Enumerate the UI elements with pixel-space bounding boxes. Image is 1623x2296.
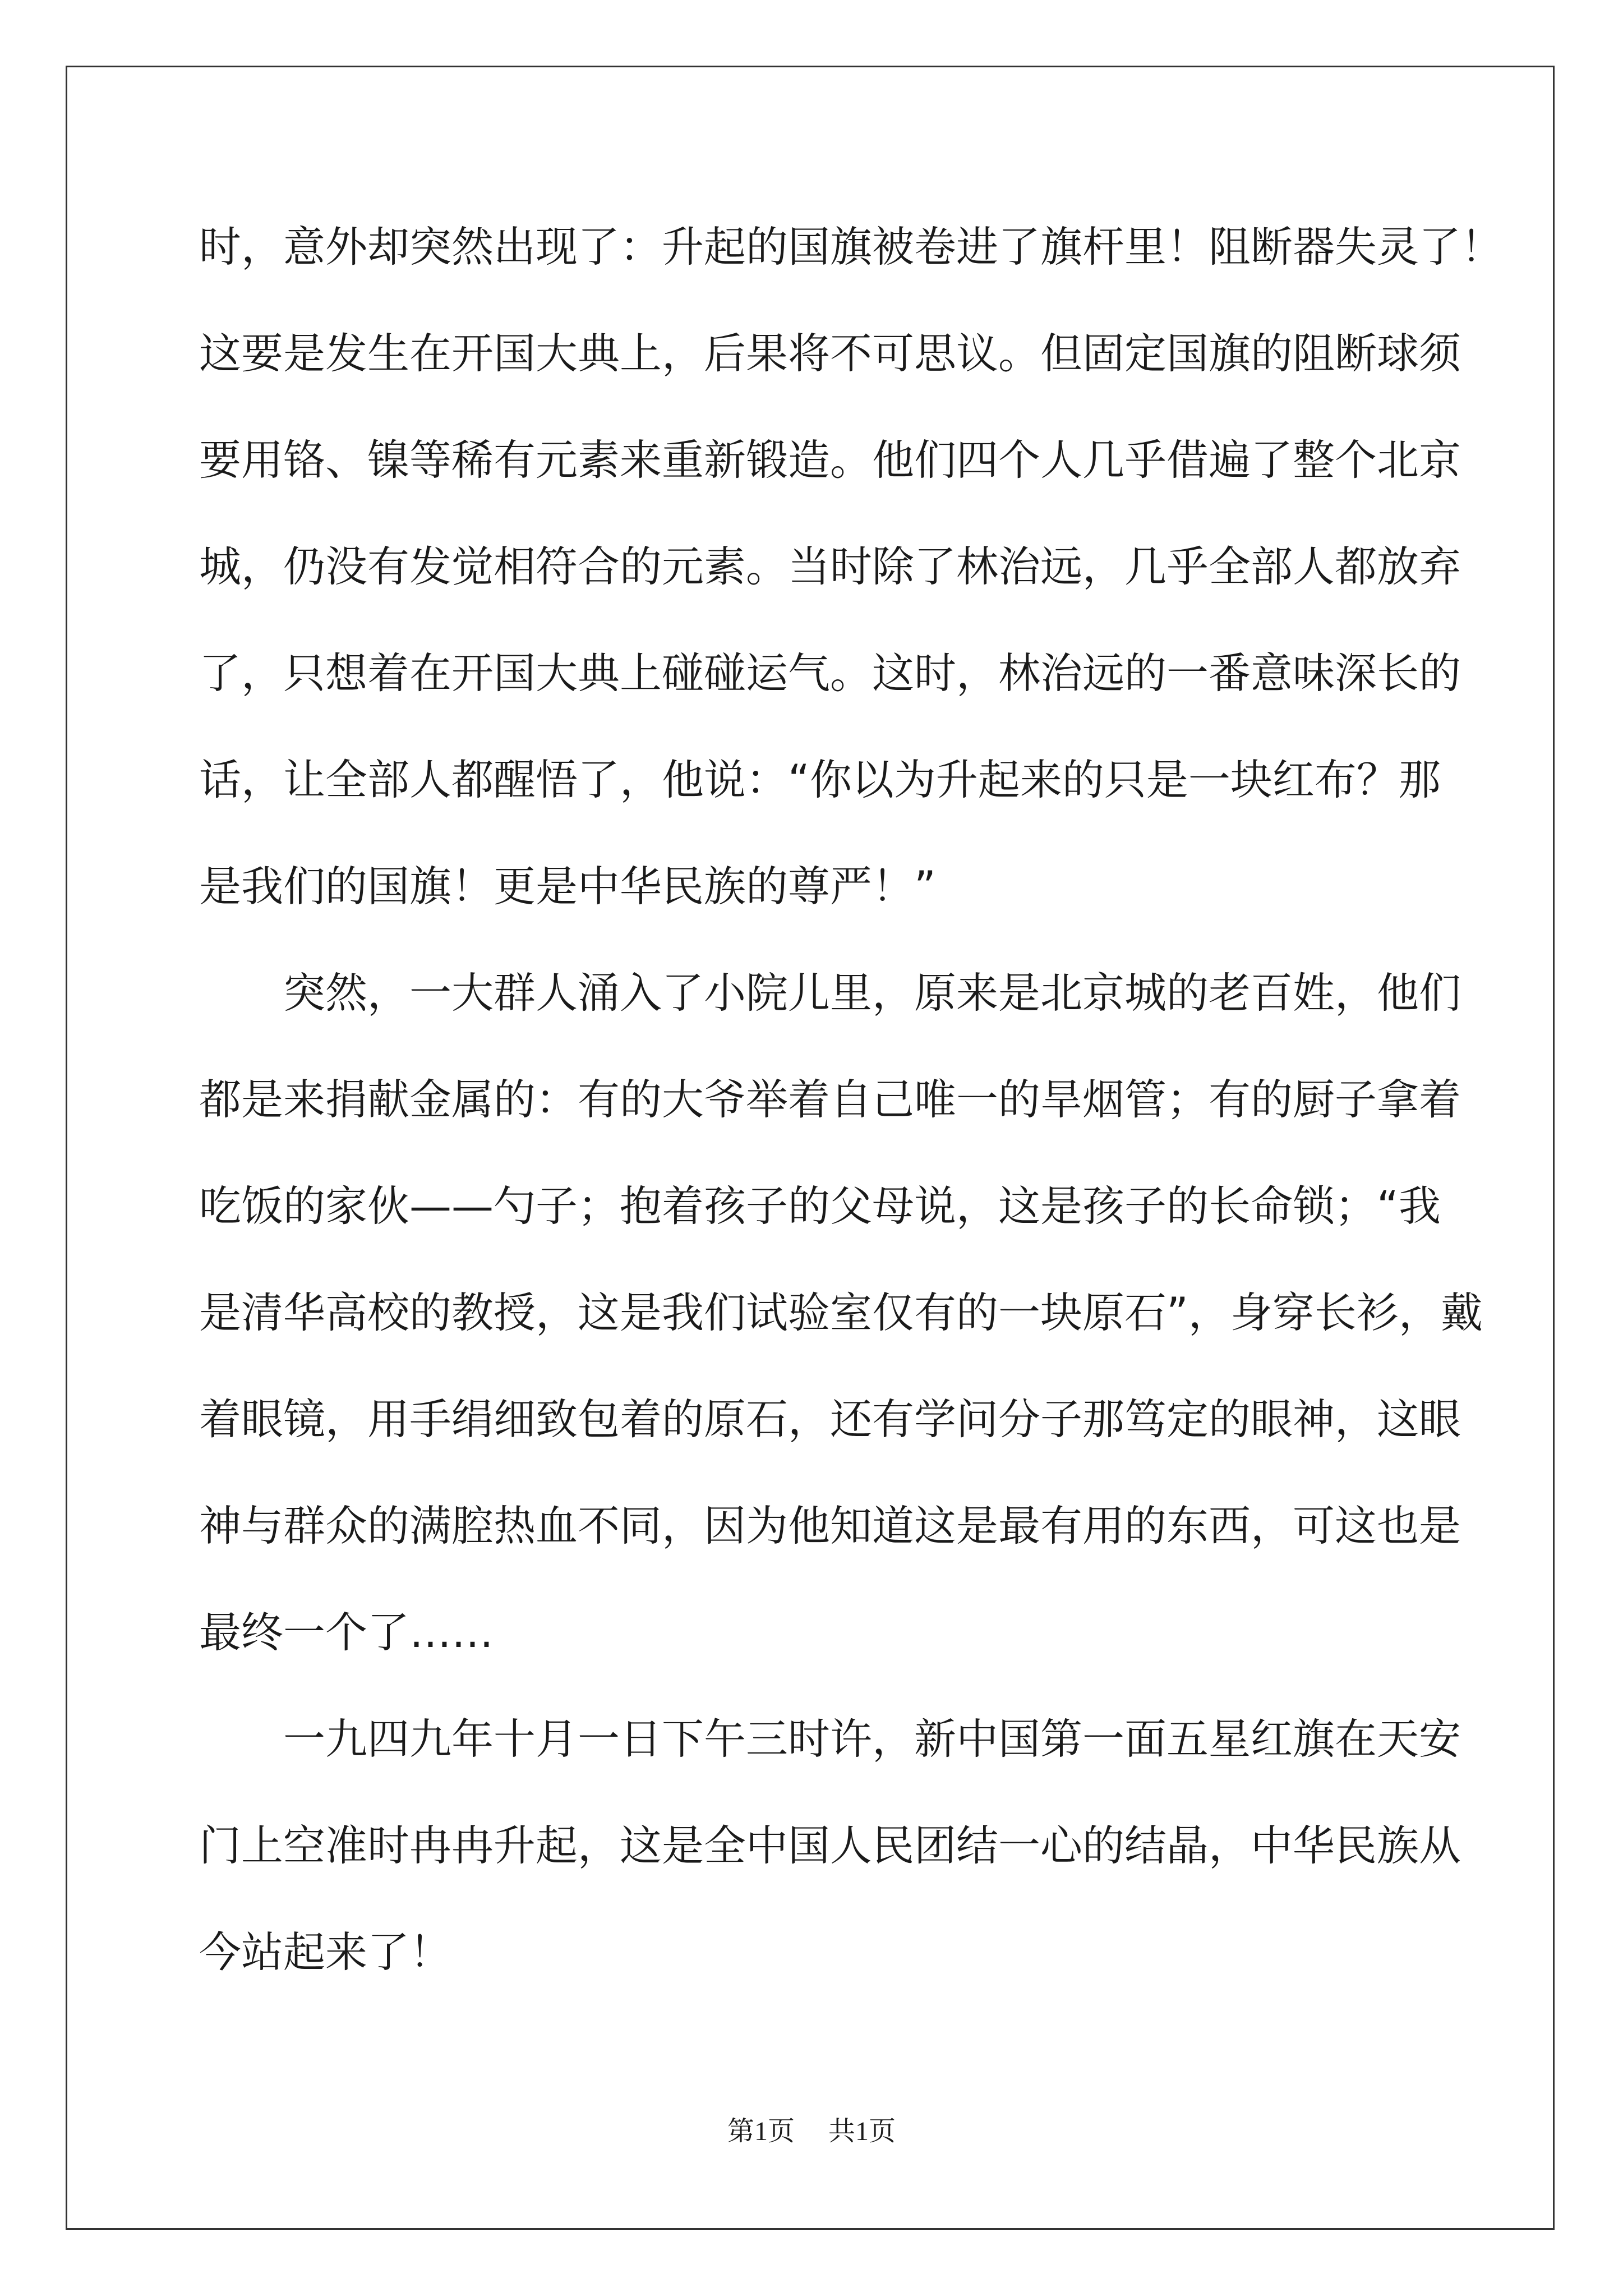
page-border — [66, 66, 1555, 2230]
page-footer — [0, 2109, 1623, 2148]
text-line: 最终一个了…… — [199, 1608, 494, 1657]
text-line: 门上空准时冉冉升起，这是全中国人民团结一心的结晶，中华民族从 — [199, 1821, 1461, 1870]
text-line: 这要是发生在开国大典上，后果将不可思议。但固定国旗的阻断球须 — [199, 329, 1461, 378]
text-line: 一九四九年十月一日下午三时许，新中国第一面五星红旗在天安 — [199, 1714, 1461, 1764]
text-line: 着眼镜，用手绢细致包着的原石，还有学问分子那笃定的眼神，这眼 — [199, 1395, 1461, 1444]
text-line: 都是来捐献金属的：有的大爷举着自己唯一的旱烟管；有的厨子拿着 — [199, 1075, 1461, 1124]
text-line: 城，仍没有发觉相符合的元素。当时除了林治远，几乎全部人都放弃 — [199, 542, 1461, 591]
text-line: 话，让全部人都醒悟了，他说：“你以为升起来的只是一块红布？那 — [199, 755, 1441, 804]
text-line: 时，意外却突然出现了：升起的国旗被卷进了旗杆里！阻断器失灵了！ — [199, 222, 1504, 272]
text-line: 今站起来了！ — [199, 1927, 452, 1977]
text-line: 神与群众的满腔热血不同，因为他知道这是最有用的东西，可这也是 — [199, 1501, 1461, 1550]
text-line: 是清华高校的教授，这是我们试验室仅有的一块原石”，身穿长衫，戴 — [199, 1288, 1483, 1337]
page-total: 共1页 — [828, 2116, 896, 2146]
text-line: 了，只想着在开国大典上碰碰运气。这时，林治远的一番意味深长的 — [199, 648, 1461, 698]
text-line: 突然，一大群人涌入了小院儿里，原来是北京城的老百姓，他们 — [199, 968, 1461, 1018]
text-line: 是我们的国旗！更是中华民族的尊严！” — [199, 862, 936, 911]
text-line: 吃饭的家伙——勺子；抱着孩子的父母说，这是孩子的长命锁；“我 — [199, 1181, 1441, 1231]
text-line: 要用铬、镍等稀有元素来重新锻造。他们四个人几乎借遍了整个北京 — [199, 435, 1461, 485]
page-number: 第1页 — [727, 2116, 795, 2146]
